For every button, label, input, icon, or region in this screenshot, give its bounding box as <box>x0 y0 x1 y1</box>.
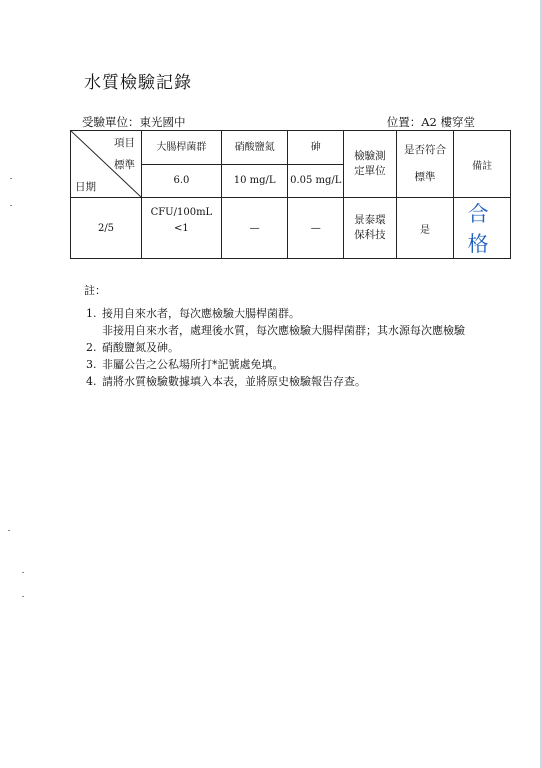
column-standard: 6.0 CFU/100mL <box>150 174 213 218</box>
scan-speck <box>10 205 12 206</box>
column-standard: 10 mg/L <box>233 174 276 186</box>
corner-standard-label: 標準 <box>114 159 135 171</box>
lab-cell: 景泰環 保科技 <box>344 198 397 259</box>
corner-item-label: 項目 <box>114 137 135 149</box>
remarks-header: 備註 <box>454 131 511 198</box>
page-title: 水質檢驗記錄 <box>84 73 192 93</box>
note-item: 3. 非屬公告之公私場所打*記號處免填。 <box>100 356 467 373</box>
value-cell: — <box>288 198 344 259</box>
scan-speck <box>22 596 24 597</box>
notes-heading: 註： <box>84 284 106 297</box>
remark-stamp: 合格 <box>454 198 511 259</box>
column-name: 硝酸鹽氮 <box>222 132 288 165</box>
corner-date-label: 日期 <box>75 181 96 193</box>
scan-speck <box>10 178 12 179</box>
column-header <box>142 131 222 218</box>
compliant-cell: 是 <box>396 198 454 259</box>
column-header <box>288 131 344 198</box>
table-row <box>71 198 511 259</box>
tested-unit: 受驗單位：東光國中 <box>82 115 186 129</box>
note-item: 1. 接用自來水者，每次應檢驗大腸桿菌群。 <box>100 305 467 322</box>
note-item: 4. 請將水質檢驗數據填入本表，並將原史檢驗報告存查。 <box>100 373 467 390</box>
column-name: 砷 <box>288 132 343 165</box>
corner-cell <box>71 131 142 198</box>
date-cell: 2/5 <box>71 198 142 259</box>
column-name: 大腸桿菌群 <box>142 132 221 165</box>
column-standard: 0.05 mg/L <box>290 174 342 186</box>
value-cell: <1 <box>142 198 222 259</box>
notes-section <box>84 282 467 390</box>
table-header-row <box>71 131 511 198</box>
value-cell: — <box>221 198 288 259</box>
column-header <box>221 131 288 198</box>
inspection-table <box>70 130 511 259</box>
location: 位置：A2 樓穿堂 <box>386 115 475 129</box>
compliance-header: 是否符合 標準 <box>396 131 454 198</box>
note-item: 2. 非接用自來水者，處理後水質，每次應檢驗大腸桿菌群；其水源每次應檢驗硝酸鹽氮及砷。 <box>100 322 467 356</box>
scan-speck <box>8 530 10 531</box>
scan-speck <box>22 572 24 573</box>
lab-header: 檢驗測 定單位 <box>344 131 397 198</box>
